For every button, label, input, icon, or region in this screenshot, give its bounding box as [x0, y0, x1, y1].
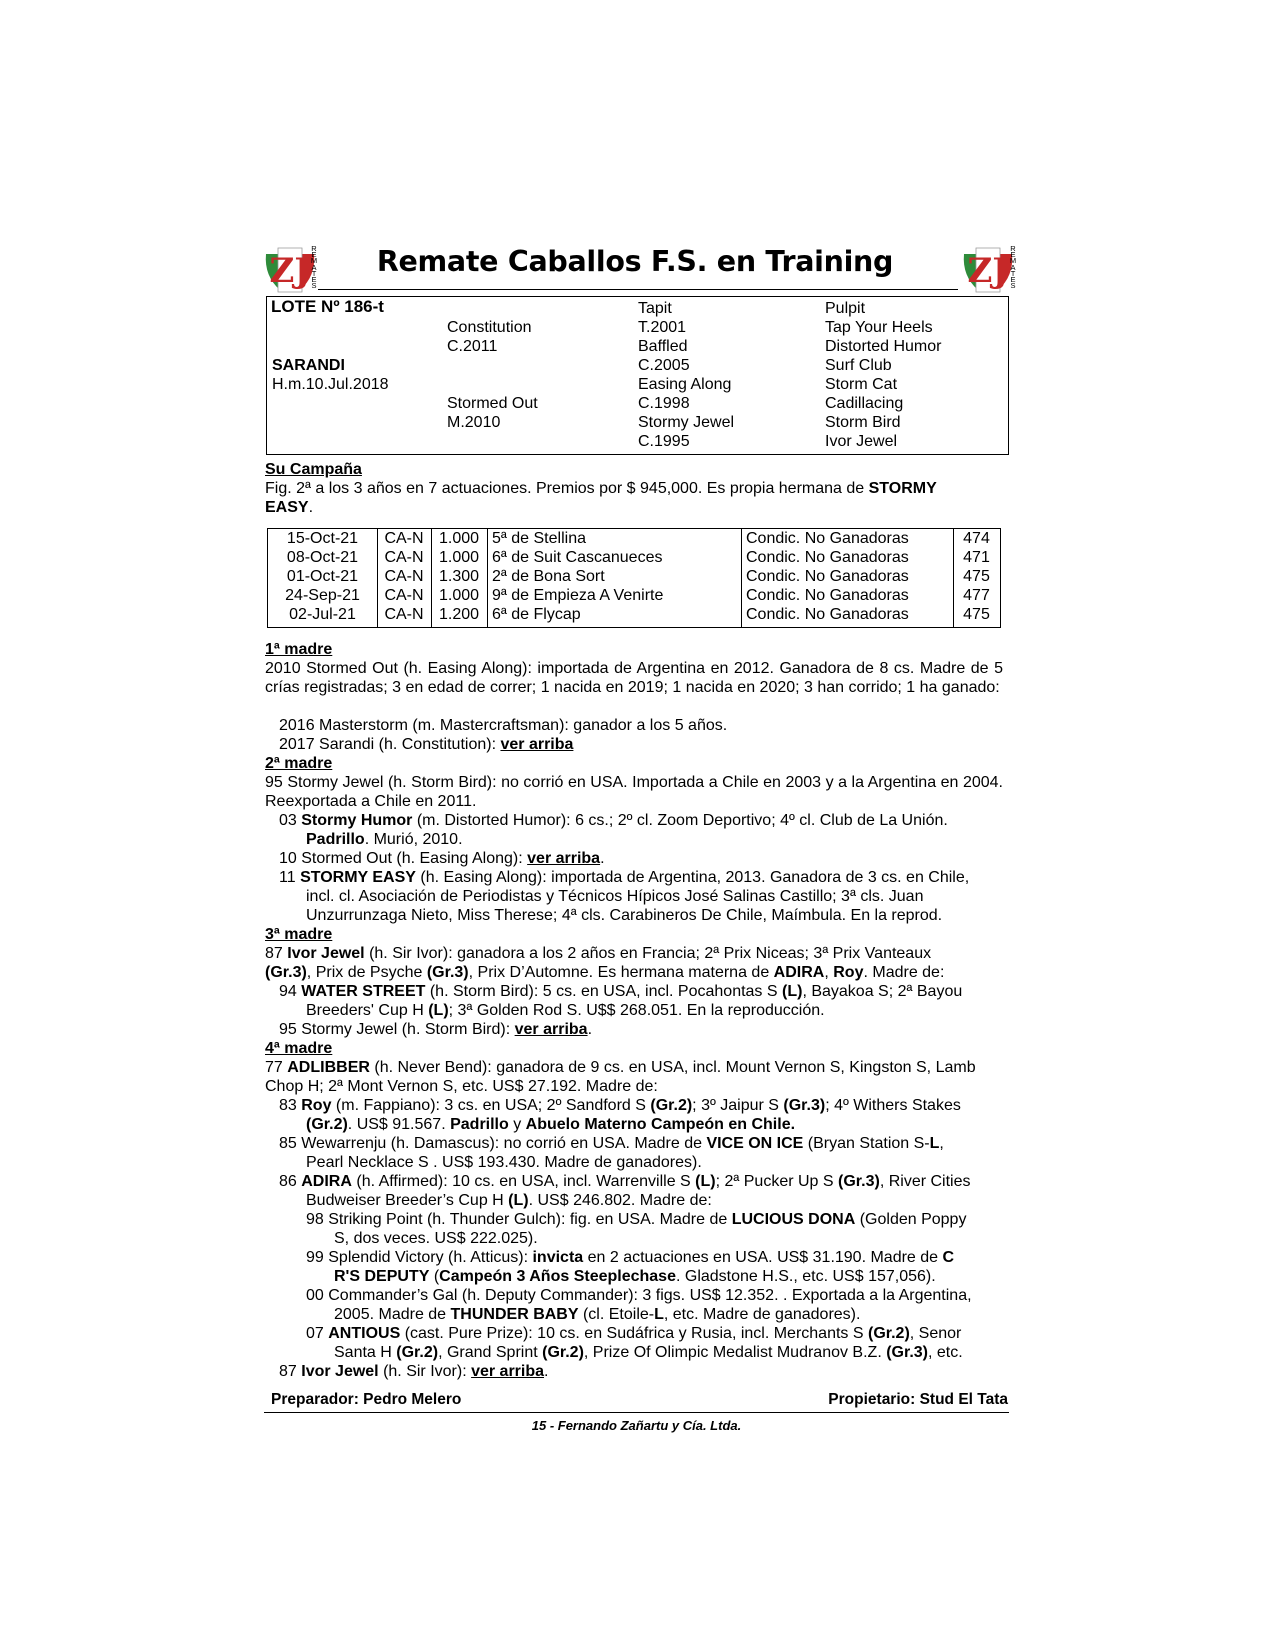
commanders-gal-line1: 00 Commander’s Gal (h. Deputy Commander): 3 figs. US$ 12.352. . Exportada a la Argentina,	[306, 1287, 972, 1304]
logo-letters: ZJ	[967, 251, 1009, 291]
dam2-produce-1: 03 Stormy Humor (m. Distorted Humor): 6 cs.; 2º cl. Zoom Deportivo; 4º cl. Club de La Unión.	[279, 812, 948, 829]
roy-line2: (Gr.2). US$ 91.567. Padrillo y Abuelo Materno Campeón en Chile.	[306, 1116, 796, 1133]
race-cell-result: 6ª de Suit Cascanueces	[492, 549, 663, 566]
race-cell-weight: 475	[963, 568, 990, 585]
ver-arriba-link[interactable]: ver arriba	[471, 1363, 545, 1380]
race-row	[268, 567, 1000, 586]
race-cell-weight: 477	[963, 587, 990, 604]
race-cell-dist: 1.200	[438, 606, 480, 623]
antious-line1: 07 ANTIOUS (cast. Pure Prize): 10 cs. en Sudáfrica y Rusia, incl. Merchants S (Gr.2), Senor	[306, 1325, 962, 1342]
campaign-heading: Su Campaña	[265, 461, 362, 478]
adira-line2: Budweiser Breeder’s Cup H (L). US$ 246.802. Madre de:	[306, 1192, 712, 1209]
ver-arriba-link[interactable]: ver arriba	[527, 850, 601, 867]
ivor-jewel-ref: 87 Ivor Jewel (h. Sir Ivor): ver arriba.	[279, 1363, 549, 1380]
zj-logo-right	[960, 246, 1016, 294]
ancestor-col3: T.2001	[638, 319, 687, 336]
horse-name: SARANDI	[272, 357, 345, 374]
ancestor-col4: Surf Club	[825, 357, 892, 374]
race-cell-cond: Condic. No Ganadoras	[746, 549, 909, 566]
race-cell-cond: Condic. No Ganadoras	[746, 587, 909, 604]
race-cell-date: 01-Oct-21	[286, 568, 359, 585]
race-table	[267, 528, 1001, 628]
race-cell-cond: Condic. No Ganadoras	[746, 530, 909, 547]
page-footer-note: 15 - Fernando Zañartu y Cía. Ltda.	[531, 1418, 742, 1433]
dam2-paragraph: 95 Stormy Jewel (h. Storm Bird): no corrió en USA. Importada a Chile en 2003 y a la Argentina en 2004. Reexportada a Chile en 2011.	[265, 774, 1003, 810]
owner: Propietario: Stud El Tata	[828, 1391, 1008, 1408]
race-cell-track: CA-N	[384, 549, 424, 566]
race-cell-result: 6ª de Flycap	[492, 606, 581, 623]
race-cell-weight: 475	[963, 606, 990, 623]
race-cell-cond: Condic. No Ganadoras	[746, 606, 909, 623]
dam2-produce-3: 11 STORMY EASY (h. Easing Along): importada de Argentina, 2013. Ganadora de 3 cs. en Chile,	[279, 869, 970, 886]
race-cell-dist: 1.000	[438, 549, 480, 566]
striking-point-line2: S, dos veces. US$ 222.025).	[334, 1230, 538, 1247]
dam3-heading: 3ª madre	[265, 926, 333, 943]
dam2-produce-3-line2: incl. cl. Asociación de Periodistas y Técnicos Hípicos José Salinas Castillo; 3ª cls. Juan	[306, 888, 924, 905]
commanders-gal-line2: 2005. Madre de THUNDER BABY (cl. Etoile-L, etc. Madre de ganadores).	[334, 1306, 861, 1323]
dam1-heading: 1ª madre	[265, 641, 333, 658]
dam2-produce-3-line3: Unzurrunzaga Nieto, Miss Therese; 4ª cls. Carabineros De Chile, Maímbula. En la reprod.	[306, 907, 943, 924]
splendid-victory-line2: R'S DEPUTY (Campeón 3 Años Steeplechase. Gladstone H.S., etc. US$ 157,056).	[334, 1268, 936, 1285]
antious-line2: Santa H (Gr.2), Grand Sprint (Gr.2), Prize Of Olimpic Medalist Mudranov B.Z. (Gr.3), etc.	[334, 1344, 963, 1361]
dam4-line1: 77 ADLIBBER (h. Never Bend): ganadora de 9 cs. en USA, incl. Mount Vernon S, Kingston S, Lamb	[265, 1059, 976, 1076]
dam2-produce-1-cont: Padrillo. Murió, 2010.	[306, 831, 463, 848]
footer-rule	[264, 1412, 1009, 1413]
campaign-summary: Fig. 2ª a los 3 años en 7 actuaciones. Premios por $ 945,000. Es propia hermana de STORMY EASY.	[265, 480, 937, 516]
race-cell-date: 24-Sep-21	[285, 587, 360, 604]
ver-arriba-link[interactable]: ver arriba	[514, 1021, 588, 1038]
dam2-heading: 2ª madre	[265, 755, 333, 772]
ancestor-col4: Cadillacing	[825, 395, 904, 412]
ancestor-col4: Storm Cat	[825, 376, 898, 393]
race-cell-dist: 1.300	[438, 568, 480, 585]
wewarrenju-line2: Pearl Necklace S . US$ 193.430. Madre de ganadores).	[306, 1154, 702, 1171]
lot-number: LOTE Nº 186-t	[271, 297, 384, 316]
dam4-heading: 4ª madre	[265, 1040, 333, 1057]
dam-name: Stormed Out	[447, 395, 538, 412]
race-row	[268, 605, 1000, 624]
dam1-paragraph: 2010 Stormed Out (h. Easing Along): importada de Argentina en 2012. Ganadora de 8 cs. Madre de 5 crías registradas; 3 en edad de correr; 1 nacida en 2019; 1 nacida en 2020; 3 han corrido; 1 ha ganado:	[265, 660, 1003, 696]
race-cell-track: CA-N	[384, 587, 424, 604]
ancestor-col3: C.1998	[638, 395, 690, 412]
race-cell-date: 15-Oct-21	[286, 530, 359, 547]
document-title: Remate Caballos F.S. en Training	[376, 245, 894, 278]
race-cell-result: 2ª de Bona Sort	[492, 568, 605, 585]
ancestor-col3: Easing Along	[638, 376, 732, 393]
ancestor-col3: Stormy Jewel	[638, 414, 735, 431]
dam1-produce-2: 2017 Sarandi (h. Constitution): ver arriba	[279, 736, 574, 753]
ver-arriba-link[interactable]: ver arriba	[500, 736, 574, 753]
race-cell-dist: 1.000	[438, 530, 480, 547]
title-rule	[318, 289, 958, 290]
ancestor-col3: C.2005	[638, 357, 690, 374]
ancestor-col3: Tapit	[638, 300, 672, 317]
race-cell-cond: Condic. No Ganadoras	[746, 568, 909, 585]
race-row	[268, 586, 1000, 605]
race-cell-weight: 474	[963, 530, 990, 547]
dam3-produce-1-cont: Breeders' Cup H (L); 3ª Golden Rod S. U$$ 268.051. En la reproducción.	[306, 1002, 825, 1019]
race-row	[268, 548, 1000, 567]
roy-line1: 83 Roy (m. Fappiano): 3 cs. en USA; 2º Sandford S (Gr.2); 3º Jaipur S (Gr.3); 4º Withers Stakes	[279, 1097, 961, 1114]
dam-info: M.2010	[447, 414, 501, 431]
ancestor-col4: Pulpit	[825, 300, 866, 317]
trainer: Preparador: Pedro Melero	[271, 1391, 462, 1408]
race-row	[268, 529, 1000, 548]
race-cell-track: CA-N	[384, 568, 424, 585]
race-cell-date: 08-Oct-21	[286, 549, 359, 566]
dam1-produce-1: 2016 Masterstorm (m. Mastercraftsman): ganador a los 5 años.	[279, 717, 728, 734]
horse-info: H.m.10.Jul.2018	[272, 376, 389, 393]
race-cell-track: CA-N	[384, 530, 424, 547]
ancestor-col3: Baffled	[638, 338, 688, 355]
race-cell-result: 5ª de Stellina	[492, 530, 586, 547]
ancestor-col4: Tap Your Heels	[825, 319, 933, 336]
ancestor-col4: Ivor Jewel	[825, 433, 898, 450]
race-cell-result: 9ª de Empieza A Venirte	[492, 587, 664, 604]
sire-info: C.2011	[447, 338, 498, 355]
wewarrenju-line1: 85 Wewarrenju (h. Damascus): no corrió en USA. Madre de VICE ON ICE (Bryan Station S-L,	[279, 1135, 944, 1152]
ancestor-col4: Storm Bird	[825, 414, 901, 431]
remates-vertical-left: REMATES	[310, 244, 318, 291]
race-cell-dist: 1.000	[438, 587, 480, 604]
dam3-line1: 87 Ivor Jewel (h. Sir Ivor): ganadora a los 2 años en Francia; 2ª Prix Niceas; 3ª Prix Vanteaux	[265, 945, 932, 962]
adira-line1: 86 ADIRA (h. Affirmed): 10 cs. en USA, incl. Warrenville S (L); 2ª Pucker Up S (Gr.3), River Cities	[279, 1173, 971, 1190]
race-cell-weight: 471	[963, 549, 990, 566]
dam3-line2: (Gr.3), Prix de Psyche (Gr.3), Prix D’Automne. Es hermana materna de ADIRA, Roy. Madre de:	[265, 964, 945, 981]
dam2-produce-2: 10 Stormed Out (h. Easing Along): ver arriba.	[279, 850, 605, 867]
logo-letters: ZJ	[269, 251, 311, 291]
dam3-produce-1: 94 WATER STREET (h. Storm Bird): 5 cs. en USA, incl. Pocahontas S (L), Bayakoa S; 2ª Bayou	[279, 983, 963, 1000]
race-cell-track: CA-N	[384, 606, 424, 623]
sire-name: Constitution	[447, 319, 532, 336]
remates-vertical-right: REMATES	[1009, 244, 1017, 291]
dam4-line2: Chop H; 2ª Mont Vernon S, etc. US$ 27.192. Madre de:	[265, 1078, 658, 1095]
splendid-victory-line1: 99 Splendid Victory (h. Atticus): invicta en 2 actuaciones en USA. US$ 31.190. Madre de C	[306, 1249, 955, 1266]
ancestor-col3: C.1995	[638, 433, 690, 450]
striking-point-line1: 98 Striking Point (h. Thunder Gulch): fig. en USA. Madre de LUCIOUS DONA (Golden Poppy	[306, 1211, 967, 1228]
dam3-produce-2: 95 Stormy Jewel (h. Storm Bird): ver arriba.	[279, 1021, 593, 1038]
ancestor-col4: Distorted Humor	[825, 338, 942, 355]
race-cell-date: 02-Jul-21	[289, 606, 356, 623]
